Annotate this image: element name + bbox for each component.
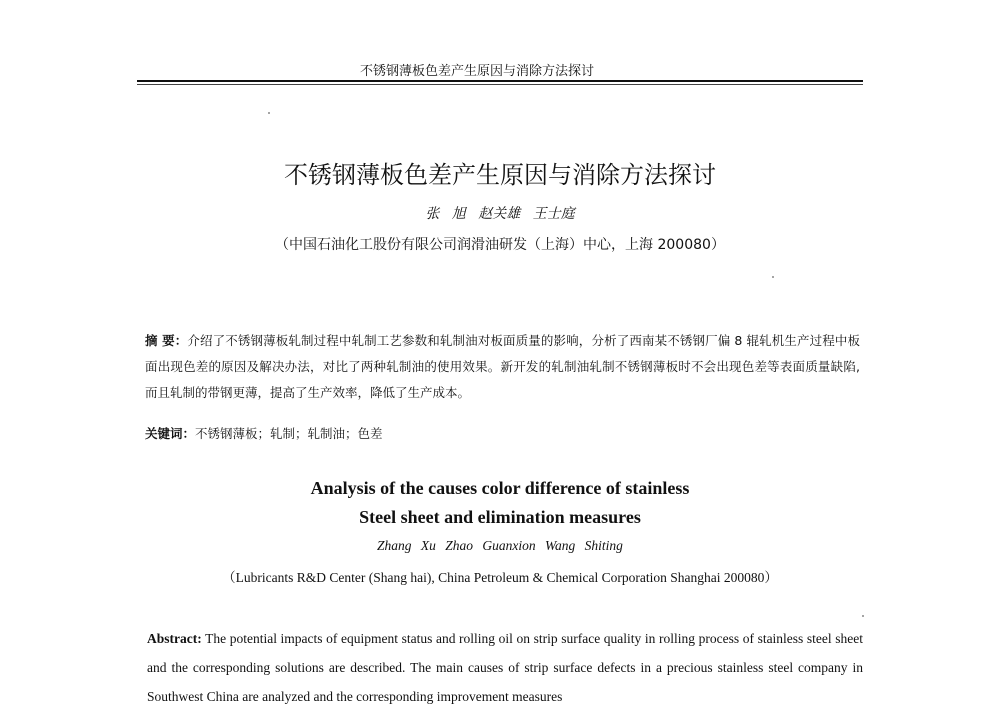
english-title-line2: Steel sheet and elimination measures bbox=[359, 507, 641, 527]
chinese-keywords bbox=[145, 424, 860, 442]
scan-speck bbox=[862, 615, 864, 617]
scan-speck bbox=[772, 276, 774, 278]
english-title-line1: Analysis of the causes color difference of stainless bbox=[310, 478, 690, 498]
chinese-abstract bbox=[145, 328, 860, 406]
chinese-abstract-label: 摘 要： bbox=[145, 333, 188, 348]
running-header: 不锈钢薄板色差产生原因与消除方法探讨 bbox=[360, 64, 595, 79]
chinese-title: 不锈钢薄板色差产生原因与消除方法探讨 bbox=[284, 161, 716, 189]
header-rule-thin bbox=[137, 84, 863, 85]
chinese-abstract-text: 介绍了不锈钢薄板轧制过程中轧制工艺参数和轧制油对板面质量的影响，分析了西南某不锈钢厂偏 8 辊轧机生产过程中板面出现色差的原因及解决办法，对比了两种轧制油的使用效果。新开发的轧制油轧制不锈钢薄板时不会出现色差等表面质量缺陷, 而且轧制的带钢更薄，提高了生产效率，降低了生产成本。 bbox=[145, 333, 861, 400]
chinese-affiliation: （中国石油化工股份有限公司润滑油研发（上海）中心，上海 200080） bbox=[275, 237, 725, 253]
chinese-authors: 张 旭 赵关雄 王士庭 bbox=[425, 206, 575, 222]
scan-speck bbox=[268, 112, 270, 114]
chinese-keywords-label: 关键词： bbox=[145, 426, 196, 441]
english-abstract-text: The potential impacts of equipment status and rolling oil on strip surface quality in rolling process of stainless steel sheet and the corresponding solutions are described. The main causes of strip surface defects in a precious stainless steel company in Southwest China are analyzed and the corresponding improvement measures bbox=[147, 631, 864, 704]
chinese-keywords-text: 不锈钢薄板；轧制；轧制油；色差 bbox=[195, 426, 383, 441]
english-abstract bbox=[147, 624, 863, 711]
header-rule bbox=[137, 80, 863, 82]
english-abstract-label: Abstract: bbox=[147, 631, 202, 646]
english-authors: Zhang Xu Zhao Guanxion Wang Shiting bbox=[377, 538, 623, 553]
english-affiliation: （Lubricants R&D Center (Shang hai), China Petroleum & Chemical Corporation Shanghai 200080） bbox=[222, 570, 778, 585]
